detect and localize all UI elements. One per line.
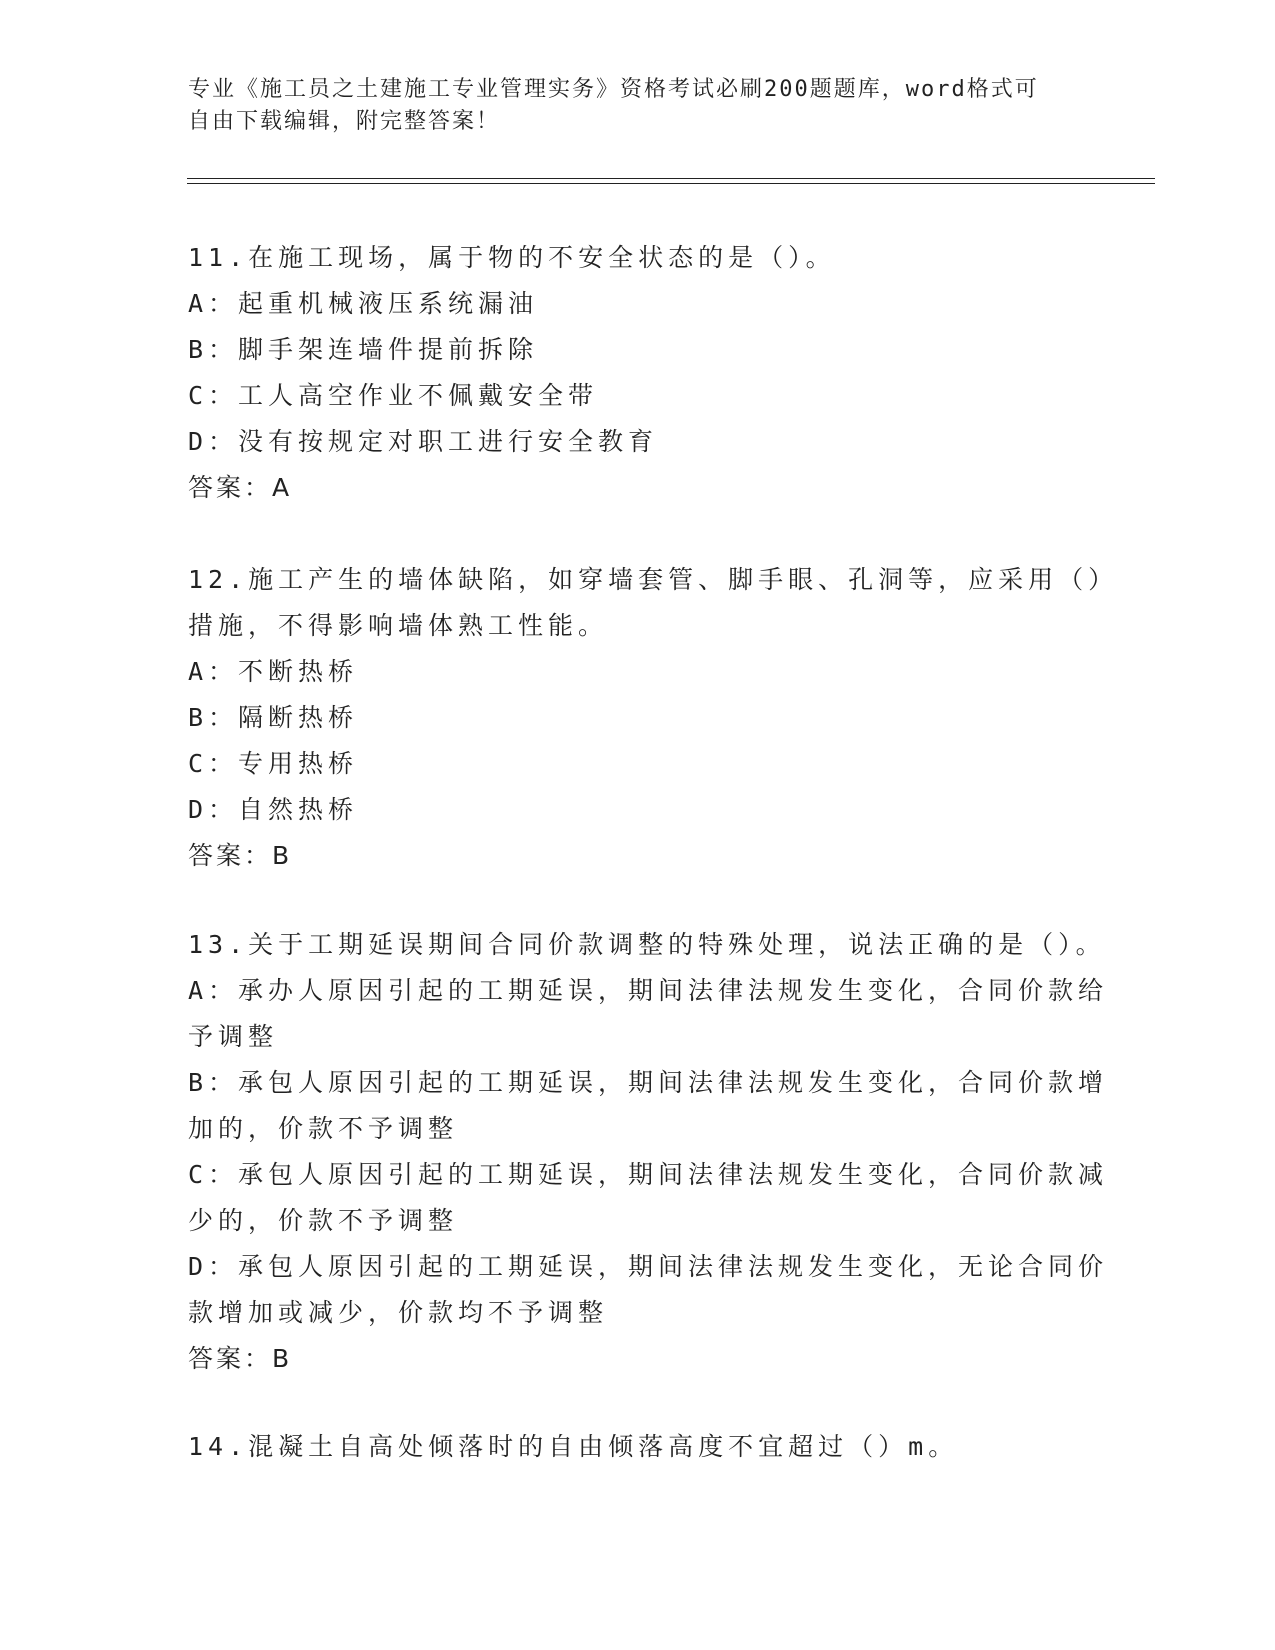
option-b: B：承包人原因引起的工期延误，期间法律法规发生变化，合同价款增 — [188, 1068, 1109, 1097]
answer: 答案：A — [188, 473, 293, 502]
answer: 答案：B — [188, 1344, 293, 1373]
question-stem: 14.混凝土自高处倾落时的自由倾落高度不宜超过（）m。 — [188, 1432, 959, 1461]
option-a-continued: 予调整 — [188, 1022, 279, 1051]
option-a: A：不断热桥 — [188, 657, 359, 686]
option-a: A：承办人原因引起的工期延误，期间法律法规发生变化，合同价款给 — [188, 976, 1109, 1005]
question-stem-continued: 措施，不得影响墙体熟工性能。 — [188, 611, 609, 640]
question-14 — [188, 1424, 1078, 1470]
option-c: C：工人高空作业不佩戴安全带 — [188, 381, 599, 410]
question-stem: 12.施工产生的墙体缺陷，如穿墙套管、脚手眼、孔洞等，应采用（） — [188, 565, 1119, 594]
option-d: D：承包人原因引起的工期延误，期间法律法规发生变化，无论合同价 — [188, 1252, 1109, 1281]
header-line-1: 专业《施工员之土建施工专业管理实务》资格考试必刷200题题库，word格式可 — [188, 77, 1039, 102]
header-divider-bottom — [187, 183, 1155, 184]
option-c-continued: 少的，价款不予调整 — [188, 1206, 459, 1235]
option-c: C：专用热桥 — [188, 749, 359, 778]
option-a: A：起重机械液压系统漏油 — [188, 289, 539, 318]
question-12 — [188, 557, 1119, 879]
option-c: C：承包人原因引起的工期延误，期间法律法规发生变化，合同价款减 — [188, 1160, 1109, 1189]
header-line-2: 自由下载编辑，附完整答案！ — [188, 109, 501, 134]
question-11 — [188, 235, 1078, 511]
document-header — [188, 74, 1078, 138]
question-stem: 13.关于工期延误期间合同价款调整的特殊处理，说法正确的是（）。 — [188, 930, 1106, 959]
header-divider-top — [187, 178, 1155, 179]
answer: 答案：B — [188, 841, 293, 870]
option-d: D：没有按规定对职工进行安全教育 — [188, 427, 659, 456]
option-b: B：脚手架连墙件提前拆除 — [188, 335, 539, 364]
question-13 — [188, 922, 1109, 1382]
option-b: B：隔断热桥 — [188, 703, 359, 732]
question-stem: 11.在施工现场，属于物的不安全状态的是（）。 — [188, 243, 836, 272]
option-b-continued: 加的，价款不予调整 — [188, 1114, 459, 1143]
option-d-continued: 款增加或减少，价款均不予调整 — [188, 1298, 609, 1327]
option-d: D：自然热桥 — [188, 795, 359, 824]
